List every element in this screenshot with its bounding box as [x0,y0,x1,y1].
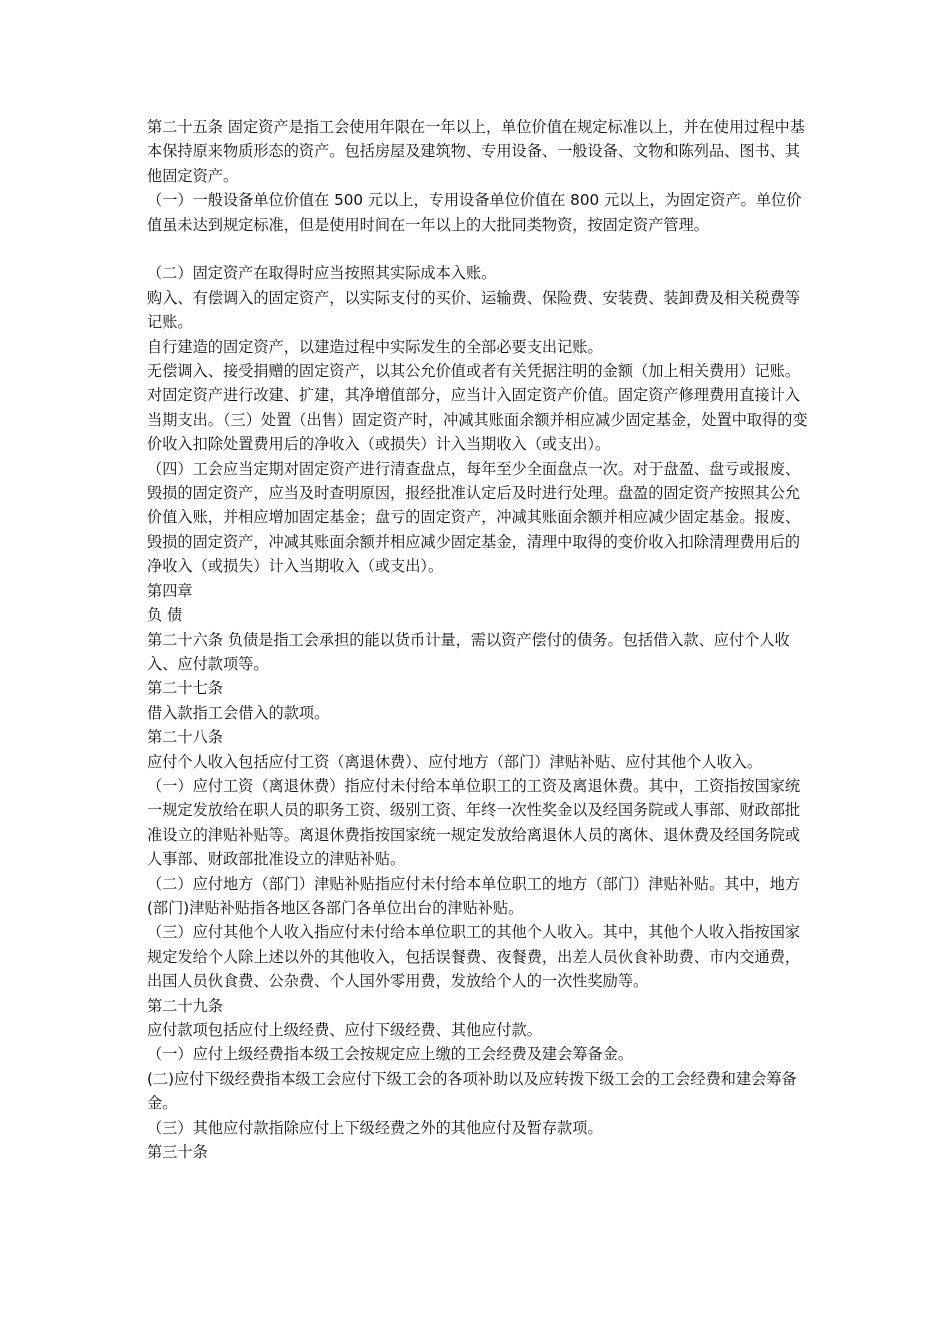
paragraph-25-item-4: （四）工会应当定期对固定资产进行清查盘点，每年至少全面盘点一次。对于盘盈、盘亏或报废、毁损的固定资产，应当及时查明原因，报经批准认定后及时进行处理。盘盈的固定资产按照其公允价值入账，并相应增加固定基金；盘亏的固定资产，冲减其账面余额并相应减少固定基金。报废、毁损的固定资产，冲减其账面余额并相应减少固定基金，清理中取得的变价收入扣除清理费用后的净收入（或损失）计入当期收入（或支出）。 [147,459,801,576]
chapter-heading: 第四章 [147,581,193,600]
article-27-heading: 第二十七条 [147,679,223,698]
paragraph-25-item-1: （一）一般设备单位价值在 500 元以上，专用设备单位价值在 800 元以上，为固定资产。单位价值虽未达到规定标准，但是使用时间在一年以上的大批同类物资，按固定资产管理。 [147,191,802,234]
paragraph-article-27: 借入款指工会借入的款项。 [147,703,330,722]
paragraph-renovation: 对固定资产进行改建、扩建，其净增值部分，应当计入固定资产价值。固定资产修理费用直接计入当期支出。（三）处置（出售）固定资产时，冲减其账面余额并相应减少固定基金，处置中取得的变价收入扣除处置费用后的净收入（或损失）计入当期收入（或支出）。 [147,386,808,454]
document-body [147,115,812,1164]
blank-line [147,237,812,261]
paragraph-29-item-3: （三）其他应付款指除应付上下级经费之外的其他应付及暂存款项。 [147,1118,603,1137]
paragraph-article-25: 第二十五条 固定资产是指工会使用年限在一年以上，单位价值在规定标准以上，并在使用过程中基本保持原来物质形态的资产。包括房屋及建筑物、专用设备、一般设备、文物和陈列品、图书、其他固定资产。 [147,118,805,185]
paragraph-25-item-2: （二）固定资产在取得时应当按照其实际成本入账。 [147,264,497,283]
paragraph-purchase: 购入、有偿调入的固定资产，以实际支付的买价、运输费、保险费、安装费、装卸费及相关税费等记账。 [147,288,801,332]
paragraph-article-28: 应付个人收入包括应付工资（离退休费）、应付地方（部门）津贴补贴、应付其他个人收入。 [147,752,763,771]
paragraph-donation: 无偿调入、接受捐赠的固定资产，以其公允价值或者有关凭据注明的金额（加上相关费用）记账。 [147,362,801,381]
paragraph-self-built: 自行建造的固定资产，以建造过程中实际发生的全部必要支出记账。 [147,337,603,356]
paragraph-29-item-1: （一）应付上级经费指本级工会按规定应上缴的工会经费及建会筹备金。 [147,1045,633,1064]
paragraph-28-item-1: （一）应付工资（离退休费）指应付未付给本单位职工的工资及离退休费。其中，工资指按国家统一规定发放给在职人员的职务工资、级别工资、年终一次性奖金以及经国务院或人事部、财政部批准设立的津贴补贴等。离退休费指按国家统一规定发放给离退休人员的离休、退休费及经国务院或人事部、财政部批准设立的津贴补贴。 [147,776,801,869]
chapter-title: 负 债 [147,606,183,625]
paragraph-28-item-3: （三）应付其他个人收入指应付未付给本单位职工的其他个人收入。其中，其他个人收入指按国家规定发给个人除上述以外的其他收入，包括误餐费、夜餐费，出差人员伙食补助费、市内交通费，出国人员伙食费、公杂费、个人国外零用费，发放给个人的一次性奖励等。 [147,923,801,991]
article-29-heading: 第二十九条 [147,996,223,1015]
article-30-heading: 第三十条 [147,1143,208,1162]
paragraph-article-29: 应付款项包括应付上级经费、应付下级经费、其他应付款。 [147,1021,542,1040]
article-28-heading: 第二十八条 [147,728,223,747]
paragraph-28-item-2: （二）应付地方（部门）津贴补贴指应付未付给本单位职工的地方（部门）津贴补贴。其中，地方(部门)津贴补贴指各地区各部门各单位出台的津贴补贴。 [147,874,801,917]
paragraph-29-item-2: (二)应付下级经费指本级工会应付下级工会的各项补助以及应转拨下级工会的工会经费和建会筹备金。 [147,1069,797,1113]
paragraph-article-26: 第二十六条 负债是指工会承担的能以货币计量，需以资产偿付的债务。包括借入款、应付个人收入、应付款项等。 [147,630,790,673]
